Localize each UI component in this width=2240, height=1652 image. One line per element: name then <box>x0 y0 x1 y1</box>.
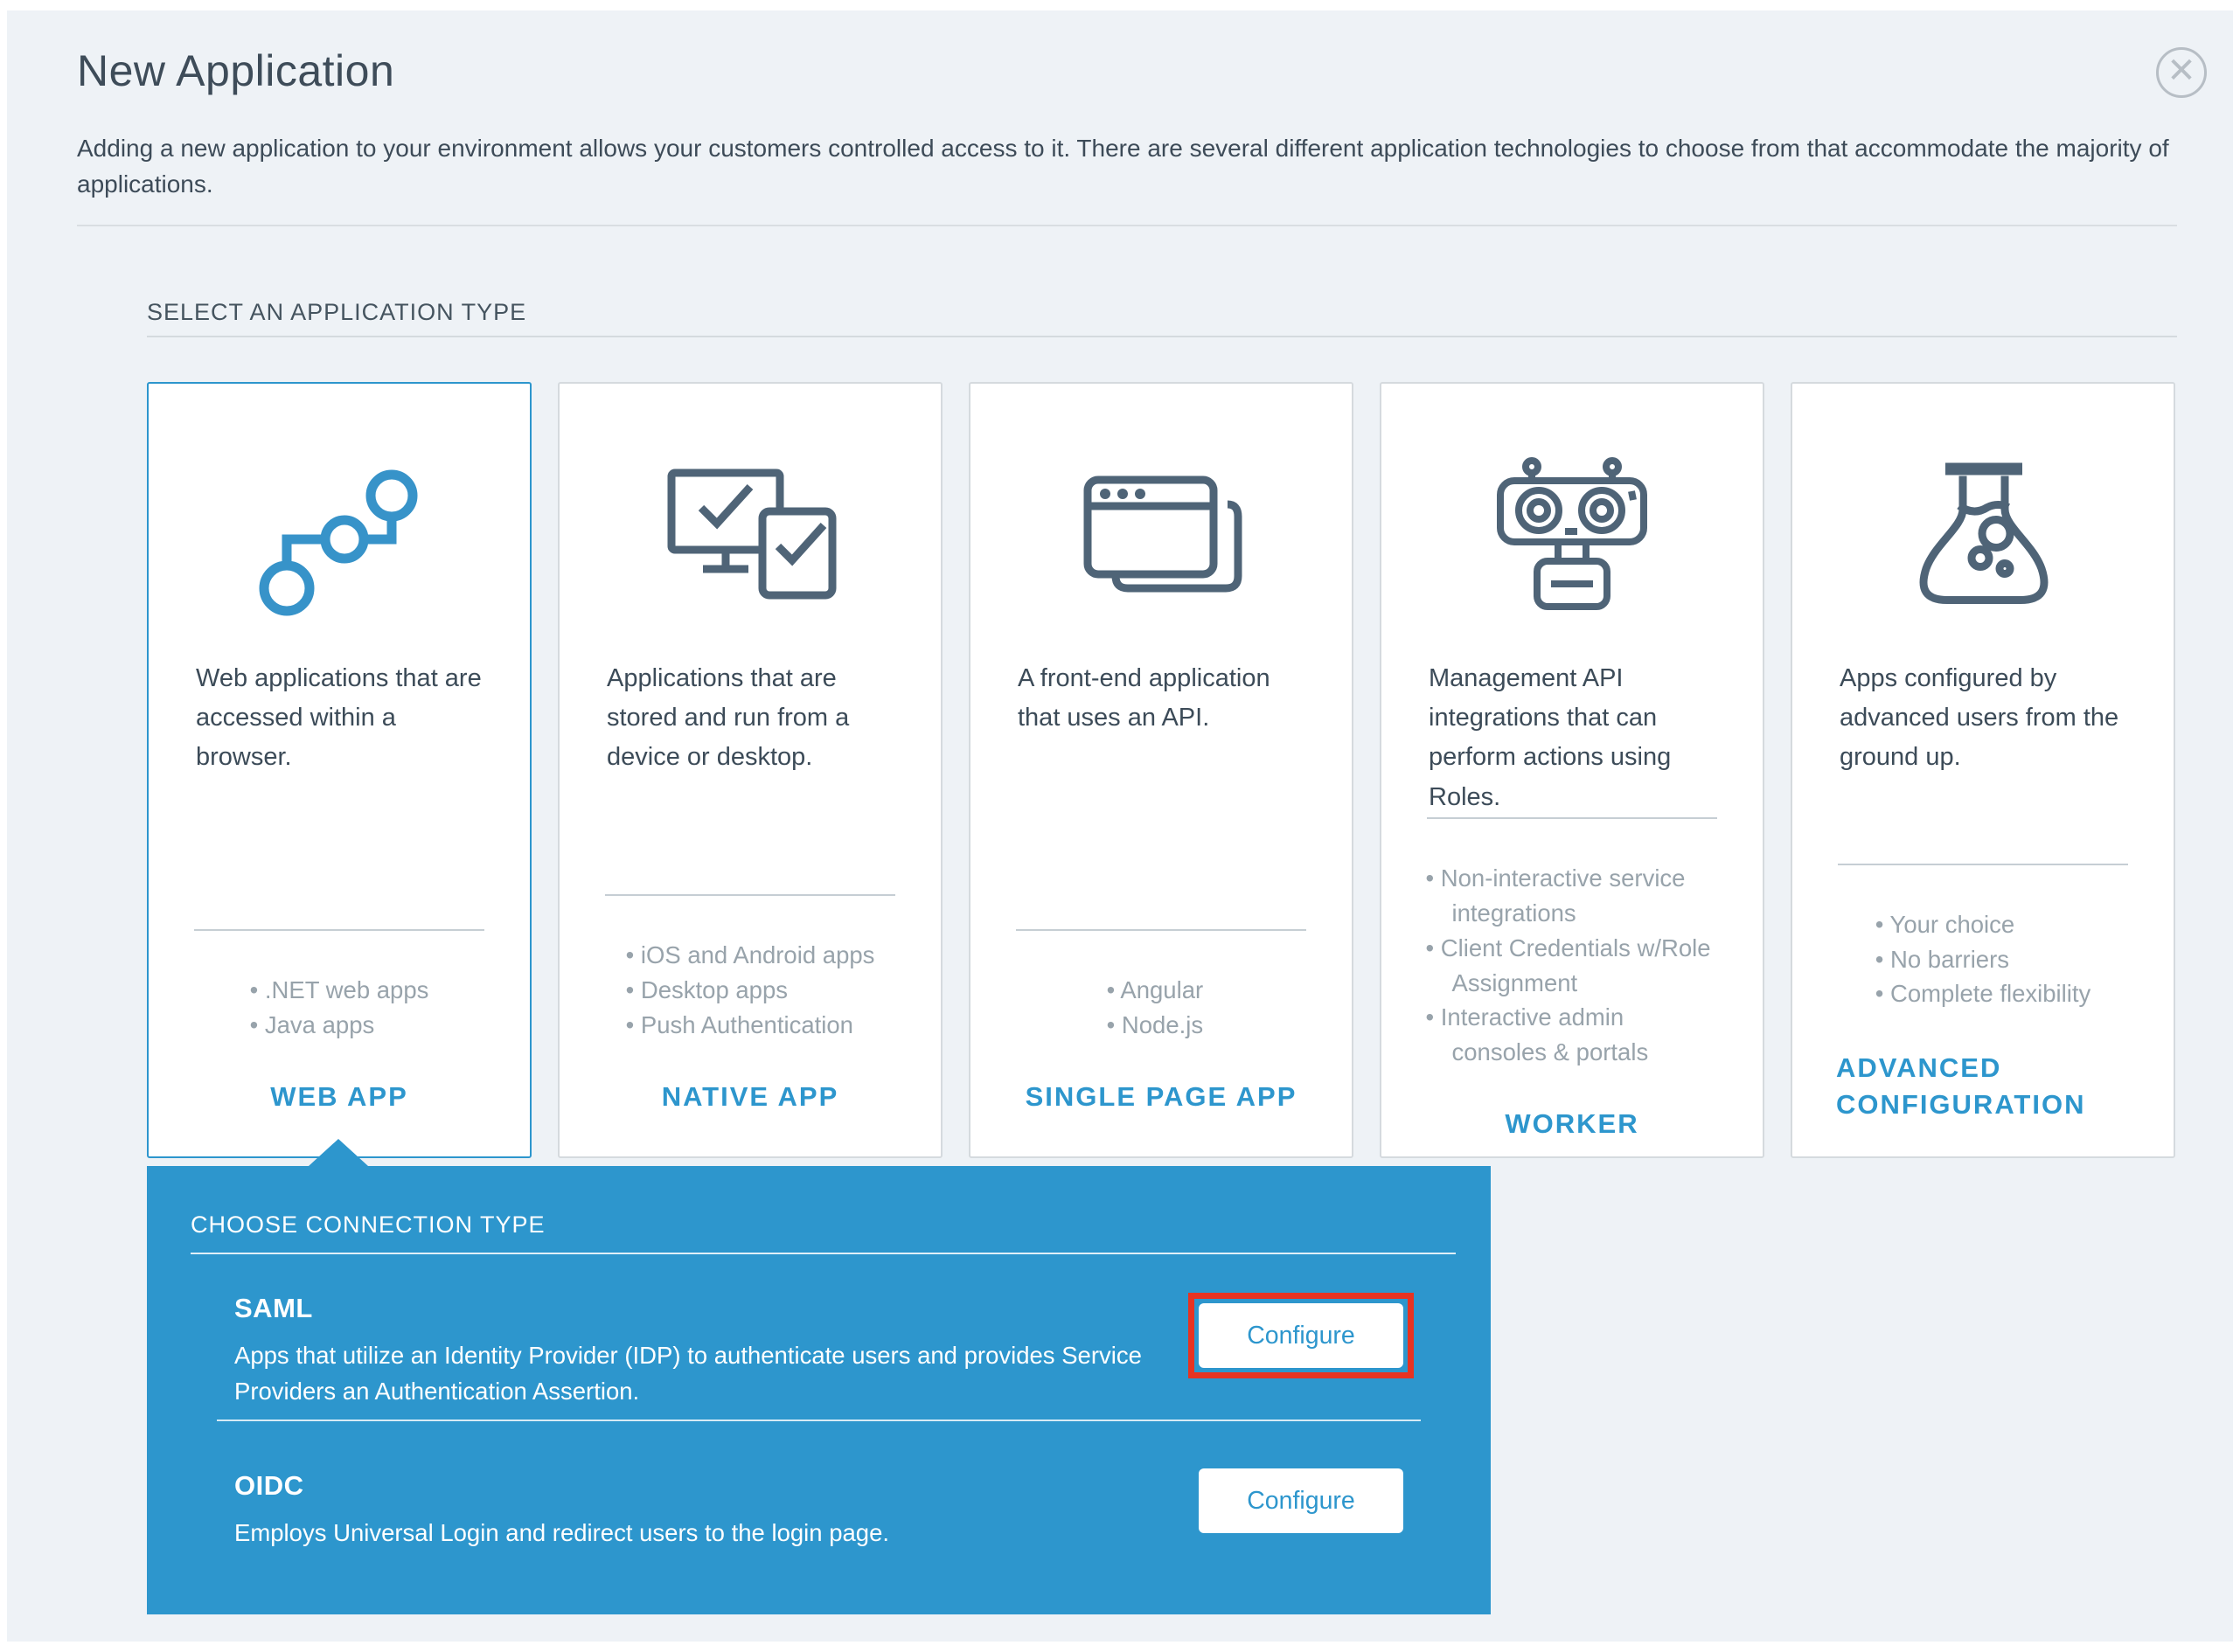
flask-icon <box>1900 456 2066 618</box>
close-button[interactable] <box>2156 47 2207 98</box>
dialog-subtitle: Adding a new application to your environment allows your customers controlled access to it. There are several different application technologies to choose from that accommodate the majority of applications. <box>77 135 2169 198</box>
oidc-configure-ring <box>1188 1458 1414 1544</box>
card-web-app[interactable] <box>147 382 532 1158</box>
card-label-single-page-app[interactable]: SINGLE PAGE APP <box>1025 1081 1297 1112</box>
application-type-cards <box>147 382 2175 1158</box>
card-advanced-configuration[interactable] <box>1791 382 2175 1158</box>
card-divider <box>605 894 895 896</box>
card-bullet: • Node.js <box>1107 1008 1216 1043</box>
worker-icon-box <box>1381 443 1763 631</box>
card-bullet-list <box>1426 861 1719 1070</box>
card-description: Apps configured by advanced users from the ground up. <box>1840 664 2119 772</box>
desktop-tablet-check-icon <box>654 459 846 616</box>
card-worker[interactable] <box>1380 382 1764 1158</box>
card-bullet: • iOS and Android apps <box>626 938 875 973</box>
single-page-app-icon-box <box>970 443 1352 631</box>
card-bullet: • Java apps <box>250 1008 429 1043</box>
card-divider <box>1838 864 2128 865</box>
card-bullet: • Angular <box>1107 973 1216 1008</box>
saml-option-description: Apps that utilize an Identity Provider (IDP) to authenticate users and provides Service Providers an Authentication Assertion. <box>234 1342 1142 1405</box>
choose-connection-type-panel <box>147 1166 1491 1614</box>
panel-pointer-arrow <box>309 1139 368 1166</box>
card-divider <box>1016 929 1306 931</box>
close-icon: ✕ <box>2167 52 2196 90</box>
card-description: A front-end application that uses an API. <box>1018 664 1270 732</box>
card-divider <box>1427 817 1717 819</box>
card-description: Applications that are stored and run from a device or desktop. <box>607 664 850 772</box>
section-divider <box>147 336 2177 337</box>
header-divider <box>77 225 2177 226</box>
connection-option-saml <box>147 1254 1491 1409</box>
connection-panel-header: CHOOSE CONNECTION TYPE <box>191 1211 546 1238</box>
card-native-app[interactable] <box>558 382 943 1158</box>
saml-configure-highlight-ring <box>1188 1293 1414 1378</box>
section-label: SELECT AN APPLICATION TYPE <box>147 299 527 325</box>
browser-windows-icon <box>1074 459 1249 616</box>
card-bullet: • Desktop apps <box>626 973 875 1008</box>
card-bullet: • Your choice <box>1875 907 2091 942</box>
card-bullet-list <box>626 938 875 1043</box>
card-bullet-list <box>1875 907 2091 1012</box>
oidc-configure-button[interactable]: Configure <box>1199 1468 1403 1533</box>
connection-option-oidc <box>147 1421 1491 1551</box>
saml-configure-button[interactable]: Configure <box>1199 1303 1403 1368</box>
card-bullet: • Push Authentication <box>626 1008 875 1043</box>
page-title: New Application <box>77 46 395 95</box>
nodes-icon <box>252 459 427 616</box>
card-bullet-list <box>250 973 429 1043</box>
card-label-worker[interactable]: WORKER <box>1505 1108 1639 1140</box>
card-bullet: • Complete flexibility <box>1875 976 2091 1011</box>
card-bullet-list <box>1107 973 1216 1043</box>
card-bullet: • Client Credentials w/Role Assignment <box>1426 931 1719 1001</box>
new-application-dialog <box>7 10 2233 1642</box>
card-bullet: • Non-interactive service integrations <box>1426 861 1719 931</box>
saml-option-name: SAML <box>234 1293 313 1323</box>
native-app-icon-box <box>560 443 941 631</box>
card-bullet: • Interactive admin consoles & portals <box>1426 1000 1719 1070</box>
robot-icon <box>1476 455 1668 621</box>
card-divider <box>194 929 484 931</box>
card-label-web-app[interactable]: WEB APP <box>270 1081 408 1112</box>
oidc-option-name: OIDC <box>234 1470 304 1502</box>
card-label-native-app[interactable]: NATIVE APP <box>661 1081 839 1112</box>
card-description: Web applications that are accessed within a browser. <box>196 664 482 772</box>
advanced-configuration-icon-box <box>1792 443 2174 631</box>
web-app-icon-box <box>149 443 530 631</box>
card-single-page-app[interactable] <box>969 382 1353 1158</box>
card-description: Management API integrations that can perform actions using Roles. <box>1429 664 1672 811</box>
card-bullet: • No barriers <box>1875 942 2091 977</box>
oidc-option-description: Employs Universal Login and redirect users to the login page. <box>234 1519 890 1547</box>
card-label-advanced-configuration[interactable]: ADVANCED CONFIGURATION <box>1836 1052 2086 1121</box>
card-bullet: • .NET web apps <box>250 973 429 1008</box>
